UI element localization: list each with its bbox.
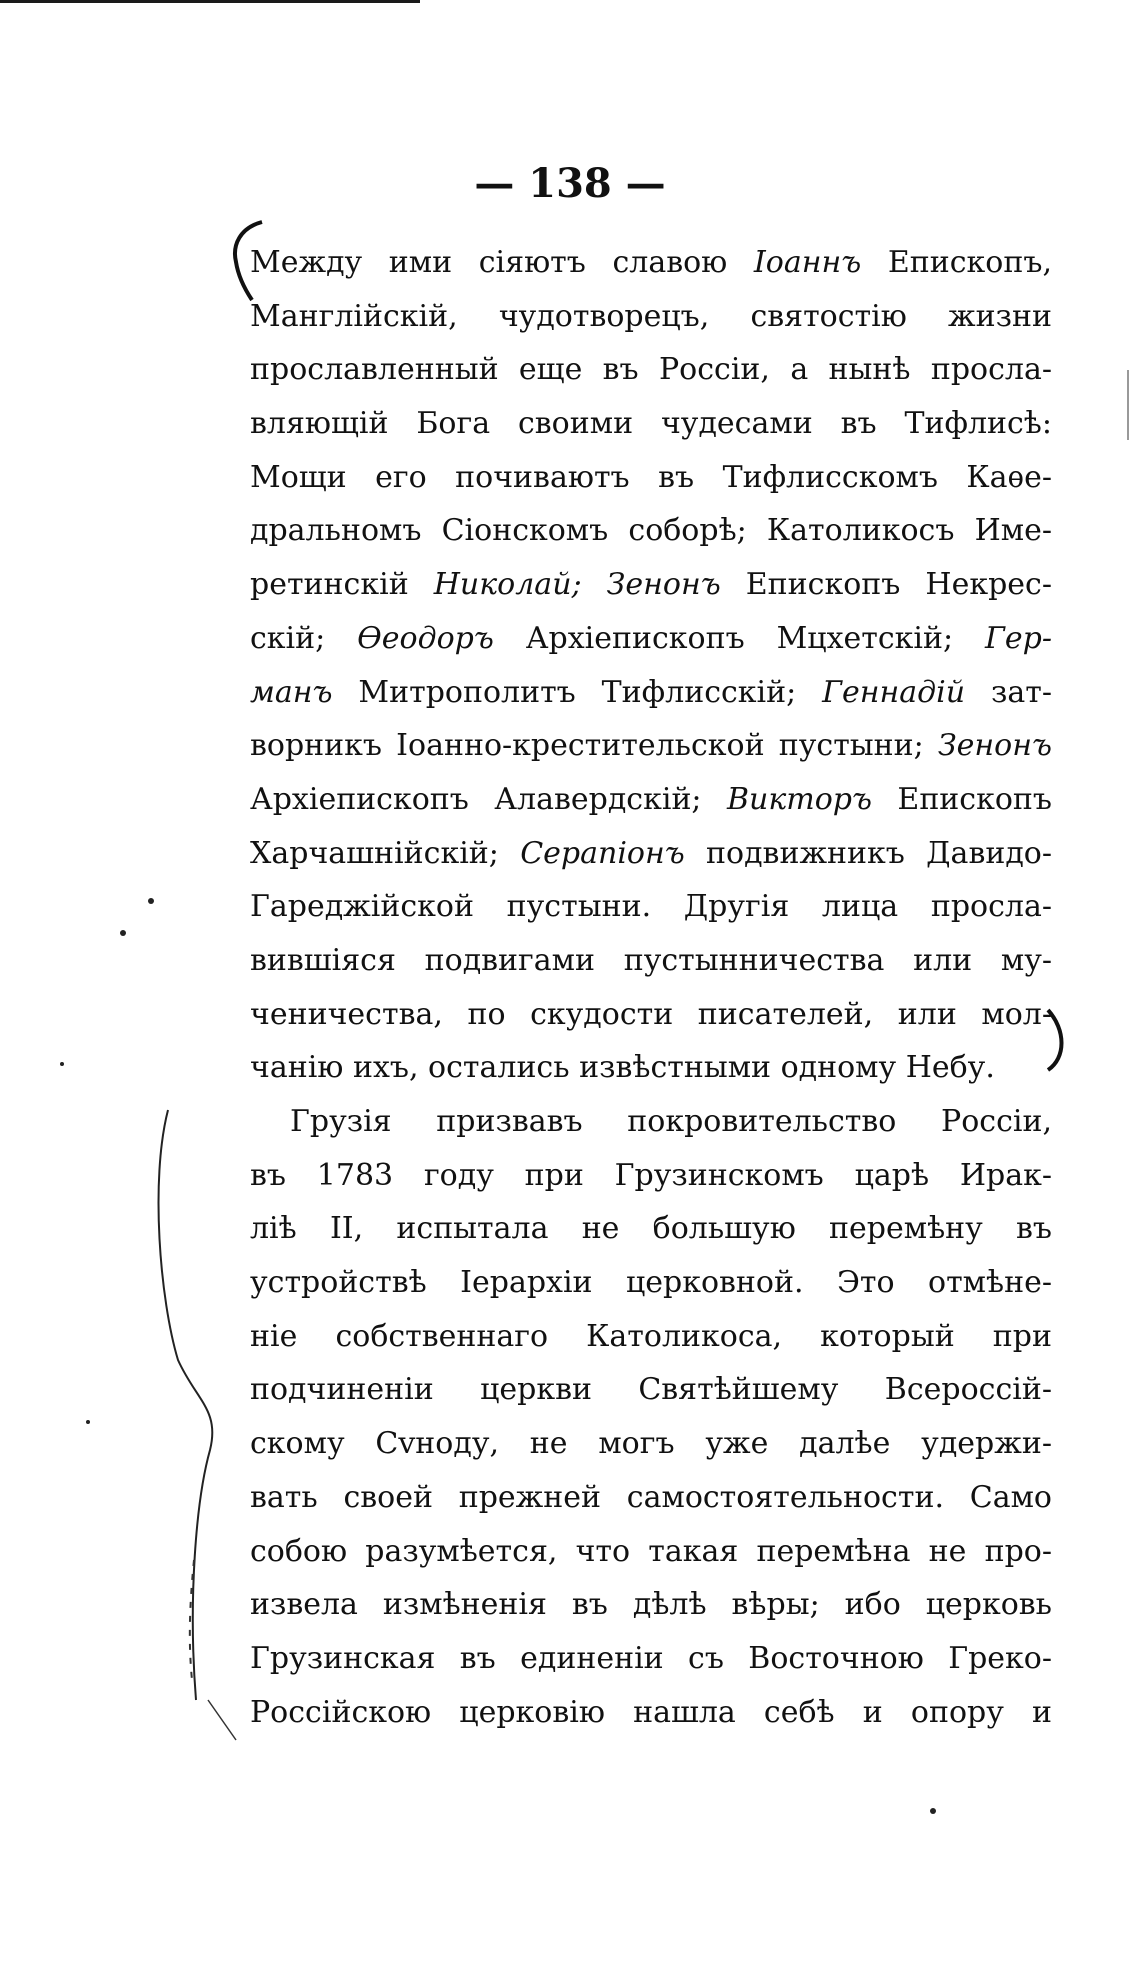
text-segment: чанію ихъ, остались извѣстными одному Небу. xyxy=(250,1050,995,1086)
text-line xyxy=(250,451,1052,505)
text-line xyxy=(250,1041,1052,1095)
text-segment: вившіяся подвигами пустынничества или му- xyxy=(250,942,1052,978)
text-segment: вляющій Бога своими чудесами въ Тифлисѣ: xyxy=(250,406,1052,442)
text-segment: Епископъ, xyxy=(861,245,1052,280)
top-edge-rule xyxy=(0,0,420,3)
text-line xyxy=(250,988,1052,1042)
text-line xyxy=(250,1686,1052,1740)
body-text xyxy=(250,236,1052,1739)
text-segment: прославленный еще въ Россіи, а нынѣ просла- xyxy=(250,352,1052,388)
text-line xyxy=(250,1632,1052,1686)
text-segment: Манглійскій, чудотворецъ, святостію жизни xyxy=(250,298,1052,334)
text-segment: Архіепископъ Мцхетскій; xyxy=(493,620,986,656)
text-segment: скій; xyxy=(250,620,358,656)
text-line xyxy=(250,612,1052,666)
text-segment: Между ими сіяютъ славою xyxy=(250,245,754,280)
text-segment: Харчашнійскій; xyxy=(250,835,521,871)
text-segment: ніе собственнаго Католикоса, который при xyxy=(250,1318,1052,1354)
italic-name-segment: Ѳеодоръ xyxy=(357,620,494,656)
text-line xyxy=(250,558,1052,612)
text-segment: ліѣ II, испытала не большую перемѣну въ xyxy=(250,1211,1052,1247)
text-segment: ворникъ Іоанно-крестительской пустыни; xyxy=(250,728,938,764)
italic-name-segment: Зенонъ xyxy=(937,728,1052,764)
text-segment: Епископъ xyxy=(871,781,1053,817)
text-segment: вать своей прежней самостоятельности. Само xyxy=(250,1479,1052,1515)
text-segment: ченичества, по скудости писателей, или мол- xyxy=(250,996,1052,1032)
page-number: — 138 — xyxy=(474,160,666,207)
text-line xyxy=(250,719,1052,773)
italic-name-segment: Серапіонъ xyxy=(520,835,685,871)
text-segment: Россійскою церковію нашла себѣ и опору и xyxy=(250,1694,1052,1730)
text-segment: Грузинская въ единеніи съ Восточною Греко- xyxy=(250,1640,1052,1676)
text-line xyxy=(250,934,1052,988)
text-segment: Грузія призвавъ покровительство Россіи, xyxy=(290,1104,1052,1139)
margin-tick-mark xyxy=(208,1700,236,1740)
text-segment: Архіепископъ Алавердскій; xyxy=(250,781,727,817)
text-line xyxy=(250,1471,1052,1525)
stray-ink-dot xyxy=(86,1420,90,1424)
text-line xyxy=(250,1525,1052,1579)
text-segment: въ 1783 году при Грузинскомъ царѣ Ирак- xyxy=(250,1157,1052,1193)
text-line xyxy=(250,773,1052,827)
text-segment: зат- xyxy=(965,674,1052,710)
text-line xyxy=(250,343,1052,397)
text-segment: Епископъ Некрес- xyxy=(720,567,1052,603)
italic-name-segment: Гер- xyxy=(985,620,1052,656)
italic-name-segment: Викторъ xyxy=(726,781,872,817)
margin-brace-mark xyxy=(159,1110,213,1700)
text-line xyxy=(250,397,1052,451)
text-line xyxy=(250,236,1052,290)
italic-name-segment: Геннадій xyxy=(822,674,966,710)
text-line xyxy=(250,1417,1052,1471)
text-line xyxy=(250,1578,1052,1632)
text-segment: Мощи его почиваютъ въ Тифлисскомъ Каѳе- xyxy=(250,459,1052,495)
margin-dashed-line-mark xyxy=(190,1560,194,1680)
text-line xyxy=(250,827,1052,881)
text-line xyxy=(250,1363,1052,1417)
text-segment: скому Сvноду, не могъ уже далѣе удержи- xyxy=(250,1426,1052,1462)
text-segment: дральномъ Сіонскомъ соборѣ; Католикосъ Име- xyxy=(250,513,1052,549)
text-line xyxy=(250,1095,1052,1149)
text-line xyxy=(250,290,1052,344)
text-segment: Митрополитъ Тифлисскій; xyxy=(332,674,823,710)
text-line xyxy=(250,880,1052,934)
stray-ink-dot xyxy=(60,1062,64,1066)
stray-ink-dot xyxy=(120,930,126,936)
text-line xyxy=(250,1149,1052,1203)
stray-ink-dot xyxy=(930,1808,936,1814)
text-line xyxy=(250,1310,1052,1364)
text-segment: устройствѣ Іерархіи церковной. Это отмѣне- xyxy=(250,1265,1052,1301)
text-line xyxy=(250,1202,1052,1256)
italic-name-segment: манъ xyxy=(250,674,333,710)
text-segment: подвижникъ Давидо- xyxy=(684,835,1052,871)
italic-name-segment: Іоаннъ xyxy=(753,245,862,280)
text-line xyxy=(250,504,1052,558)
text-segment: ретинскій xyxy=(250,567,434,603)
text-line xyxy=(250,1256,1052,1310)
text-line xyxy=(250,666,1052,720)
text-segment: собою разумѣется, что такая перемѣна не про- xyxy=(250,1533,1052,1569)
stray-ink-dot xyxy=(148,898,154,904)
text-segment: подчиненіи церкви Святѣйшему Всероссій- xyxy=(250,1372,1052,1408)
italic-name-segment: Николай; Зенонъ xyxy=(433,567,721,603)
text-segment: извела измѣненія въ дѣлѣ вѣры; ибо церковь xyxy=(250,1587,1052,1623)
text-segment: Гареджійской пустыни. Другія лица просла- xyxy=(250,889,1052,925)
